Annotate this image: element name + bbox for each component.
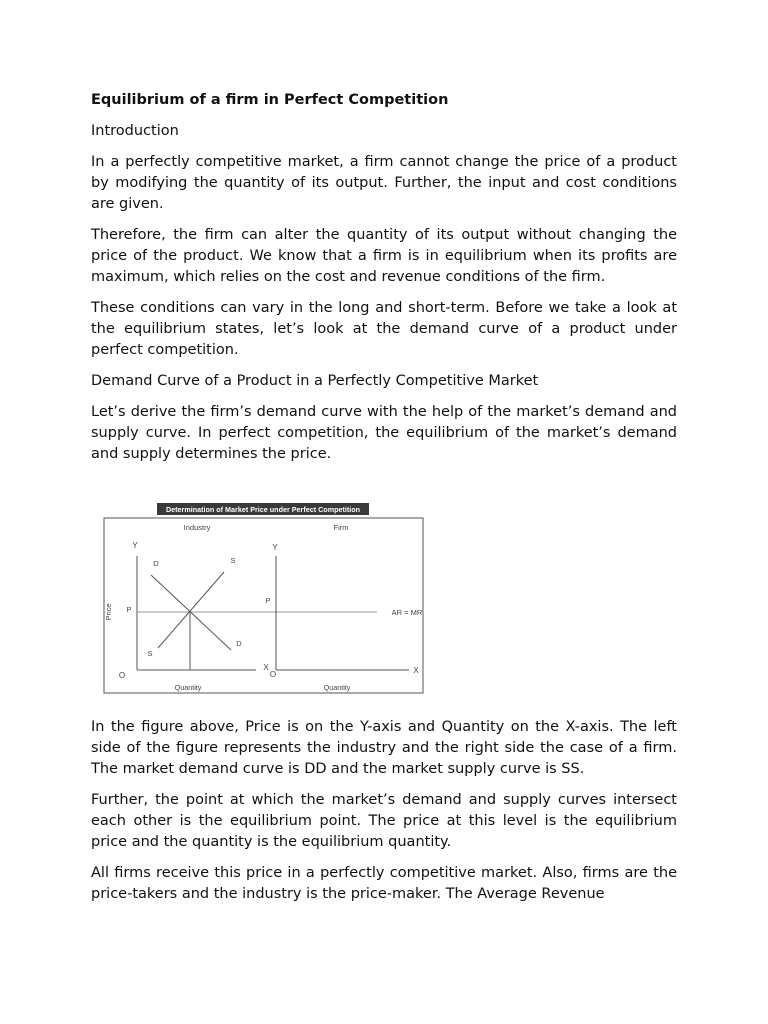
supply-label-top: S	[230, 556, 236, 565]
paragraph: All firms receive this price in a perfectly competitive market. Also, firms are the price-takers and the industry is the price-maker. The Average Revenue	[91, 865, 677, 902]
industry-y-label: Y	[132, 541, 138, 550]
firm-origin-label: O	[269, 670, 277, 679]
firm-label: Firm	[333, 523, 349, 532]
paragraph: In the figure above, Price is on the Y-axis and Quantity on the X-axis. The left side of the figure represents the industry and the right side the case of a firm. The market demand curve is DD and the market supply curve is SS.	[91, 719, 677, 777]
supply-curve	[158, 572, 224, 648]
price-axis-label: Price	[104, 603, 113, 621]
firm-y-label: Y	[272, 543, 278, 552]
paragraph: These conditions can vary in the long and short-term. Before we take a look at the equilibrium states, let’s look at the demand curve of a product under perfect competition.	[91, 300, 677, 358]
document-title: Equilibrium of a firm in Perfect Competition	[91, 92, 449, 108]
intro-heading: Introduction	[91, 123, 179, 139]
industry-x-label: X	[263, 663, 269, 672]
demand-curve-heading: Demand Curve of a Product in a Perfectly Competitive Market	[91, 373, 539, 389]
firm-quantity-label: Quantity	[323, 683, 351, 692]
paragraph: Let’s derive the firm’s demand curve with the help of the market’s demand and supply curve. In perfect competition, the equilibrium of the market’s demand and supply determines the price.	[91, 404, 677, 462]
firm-p-label: P	[265, 596, 271, 605]
demand-curve	[151, 575, 231, 650]
figure-title: Determination of Market Price under Perfect Competition	[165, 505, 361, 514]
market-price-figure	[91, 503, 431, 695]
industry-origin-label: O	[118, 671, 126, 680]
industry-quantity-label: Quantity	[174, 683, 202, 692]
paragraph: In a perfectly competitive market, a firm cannot change the price of a product by modifying the quantity of its output. Further, the input and cost conditions are given.	[91, 154, 677, 212]
industry-label: Industry	[183, 523, 211, 532]
paragraph: Therefore, the firm can alter the quantity of its output without changing the price of the product. We know that a firm is in equilibrium when its profits are maximum, which relies on the cost and revenue conditions of the firm.	[91, 227, 677, 285]
demand-label-top: D	[153, 559, 159, 568]
industry-p-label: P	[126, 605, 132, 614]
firm-x-label: X	[413, 666, 419, 675]
demand-label-bottom: D	[236, 639, 242, 648]
paragraph: Further, the point at which the market’s demand and supply curves intersect each other is the equilibrium point. The price at this level is the equilibrium price and the quantity is the equilibrium quantity.	[91, 792, 677, 850]
ar-mr-label: AR = MR	[391, 608, 423, 617]
supply-label-bottom: S	[147, 649, 153, 658]
figure-svg	[91, 503, 431, 695]
document-page	[91, 90, 677, 915]
